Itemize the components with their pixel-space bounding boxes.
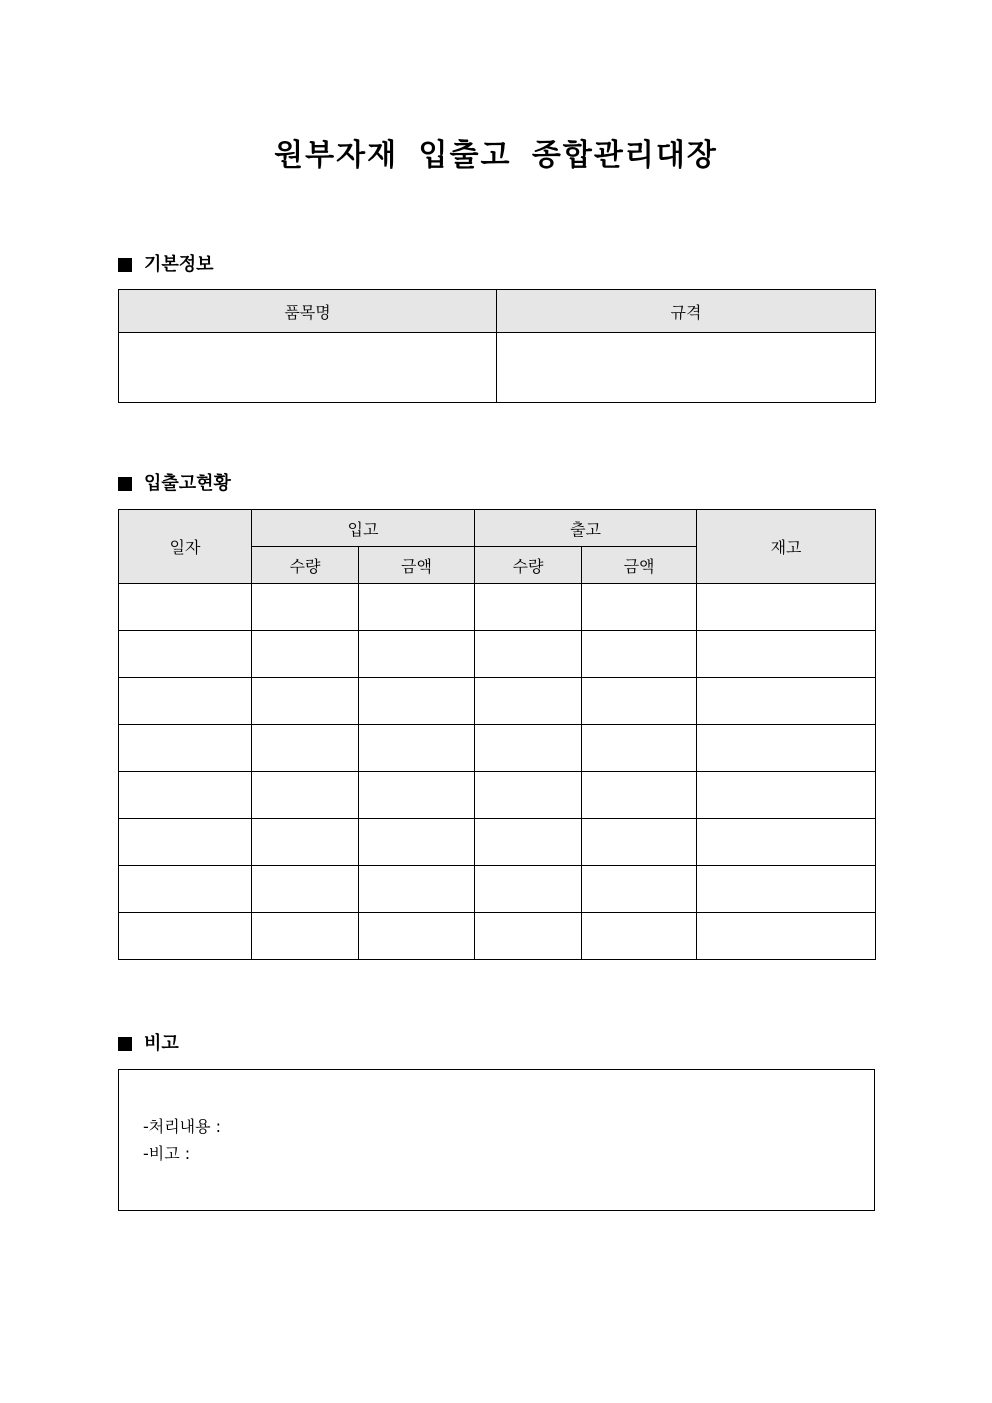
square-bullet-icon: [118, 258, 132, 272]
table-cell[interactable]: [582, 631, 697, 678]
remark-line-process: -처리내용 :: [143, 1117, 222, 1136]
cell-spec[interactable]: [497, 333, 876, 403]
section-title-inout: 입출고현황: [144, 473, 231, 494]
table-cell[interactable]: [119, 678, 252, 725]
table-cell[interactable]: [582, 819, 697, 866]
table-cell[interactable]: [582, 678, 697, 725]
table-cell[interactable]: [697, 631, 876, 678]
table-cell[interactable]: [697, 678, 876, 725]
table-cell[interactable]: [582, 725, 697, 772]
header-stock: 재고: [697, 510, 876, 584]
table-cell[interactable]: [359, 772, 475, 819]
table-row: [119, 678, 876, 725]
table-cell[interactable]: [252, 584, 359, 631]
header-date: 일자: [119, 510, 252, 584]
table-cell[interactable]: [119, 866, 252, 913]
cell-item-name[interactable]: [119, 333, 497, 403]
section-heading-basic: [118, 253, 214, 277]
section-heading-remarks: [118, 1032, 179, 1056]
table-cell[interactable]: [359, 725, 475, 772]
table-cell[interactable]: [119, 584, 252, 631]
table-cell[interactable]: [697, 725, 876, 772]
section-title-basic: 기본정보: [144, 254, 214, 275]
table-cell[interactable]: [475, 913, 582, 960]
table-cell[interactable]: [697, 913, 876, 960]
table-cell[interactable]: [252, 772, 359, 819]
header-in-quantity: 수량: [252, 547, 359, 584]
remarks-box[interactable]: [118, 1069, 875, 1211]
table-cell[interactable]: [475, 772, 582, 819]
table-cell[interactable]: [475, 631, 582, 678]
document-title: 원부자재 입출고 종합관리대장: [274, 138, 718, 173]
table-cell[interactable]: [252, 631, 359, 678]
table-cell[interactable]: [475, 678, 582, 725]
table-cell[interactable]: [582, 866, 697, 913]
table-cell[interactable]: [359, 678, 475, 725]
table-cell[interactable]: [697, 772, 876, 819]
header-out-quantity: 수량: [475, 547, 582, 584]
table-cell[interactable]: [359, 913, 475, 960]
table-row: [119, 819, 876, 866]
square-bullet-icon: [118, 1037, 132, 1051]
table-cell[interactable]: [697, 819, 876, 866]
table-cell[interactable]: [475, 584, 582, 631]
square-bullet-icon: [118, 477, 132, 491]
section-heading-inout: [118, 472, 231, 496]
table-cell[interactable]: [252, 819, 359, 866]
table-row: [119, 631, 876, 678]
table-cell[interactable]: [582, 584, 697, 631]
table-cell[interactable]: [359, 584, 475, 631]
header-in-amount: 금액: [359, 547, 475, 584]
header-out-amount: 금액: [582, 547, 697, 584]
table-cell[interactable]: [582, 913, 697, 960]
header-outgoing: 출고: [475, 510, 697, 547]
remark-line-note: -비고 :: [143, 1144, 191, 1163]
table-row: [119, 913, 876, 960]
table-cell[interactable]: [119, 725, 252, 772]
inout-status-table: [118, 509, 876, 960]
header-incoming: 입고: [252, 510, 475, 547]
table-cell[interactable]: [119, 631, 252, 678]
table-cell[interactable]: [252, 866, 359, 913]
table-cell[interactable]: [119, 772, 252, 819]
header-item-name: 품목명: [119, 290, 497, 333]
table-cell[interactable]: [475, 725, 582, 772]
table-cell[interactable]: [119, 819, 252, 866]
table-cell[interactable]: [252, 725, 359, 772]
table-row: [119, 772, 876, 819]
inout-table-body: [119, 584, 876, 960]
basic-info-table: [118, 289, 876, 403]
table-cell[interactable]: [252, 913, 359, 960]
table-row: [119, 866, 876, 913]
table-cell[interactable]: [359, 631, 475, 678]
table-cell[interactable]: [697, 584, 876, 631]
table-cell[interactable]: [252, 678, 359, 725]
table-cell[interactable]: [359, 866, 475, 913]
table-cell[interactable]: [359, 819, 475, 866]
table-row: [119, 725, 876, 772]
table-cell[interactable]: [475, 819, 582, 866]
table-row: [119, 584, 876, 631]
table-cell[interactable]: [119, 913, 252, 960]
section-title-remarks: 비고: [144, 1033, 179, 1054]
table-cell[interactable]: [475, 866, 582, 913]
table-cell[interactable]: [697, 866, 876, 913]
table-cell[interactable]: [582, 772, 697, 819]
header-spec: 규격: [497, 290, 876, 333]
